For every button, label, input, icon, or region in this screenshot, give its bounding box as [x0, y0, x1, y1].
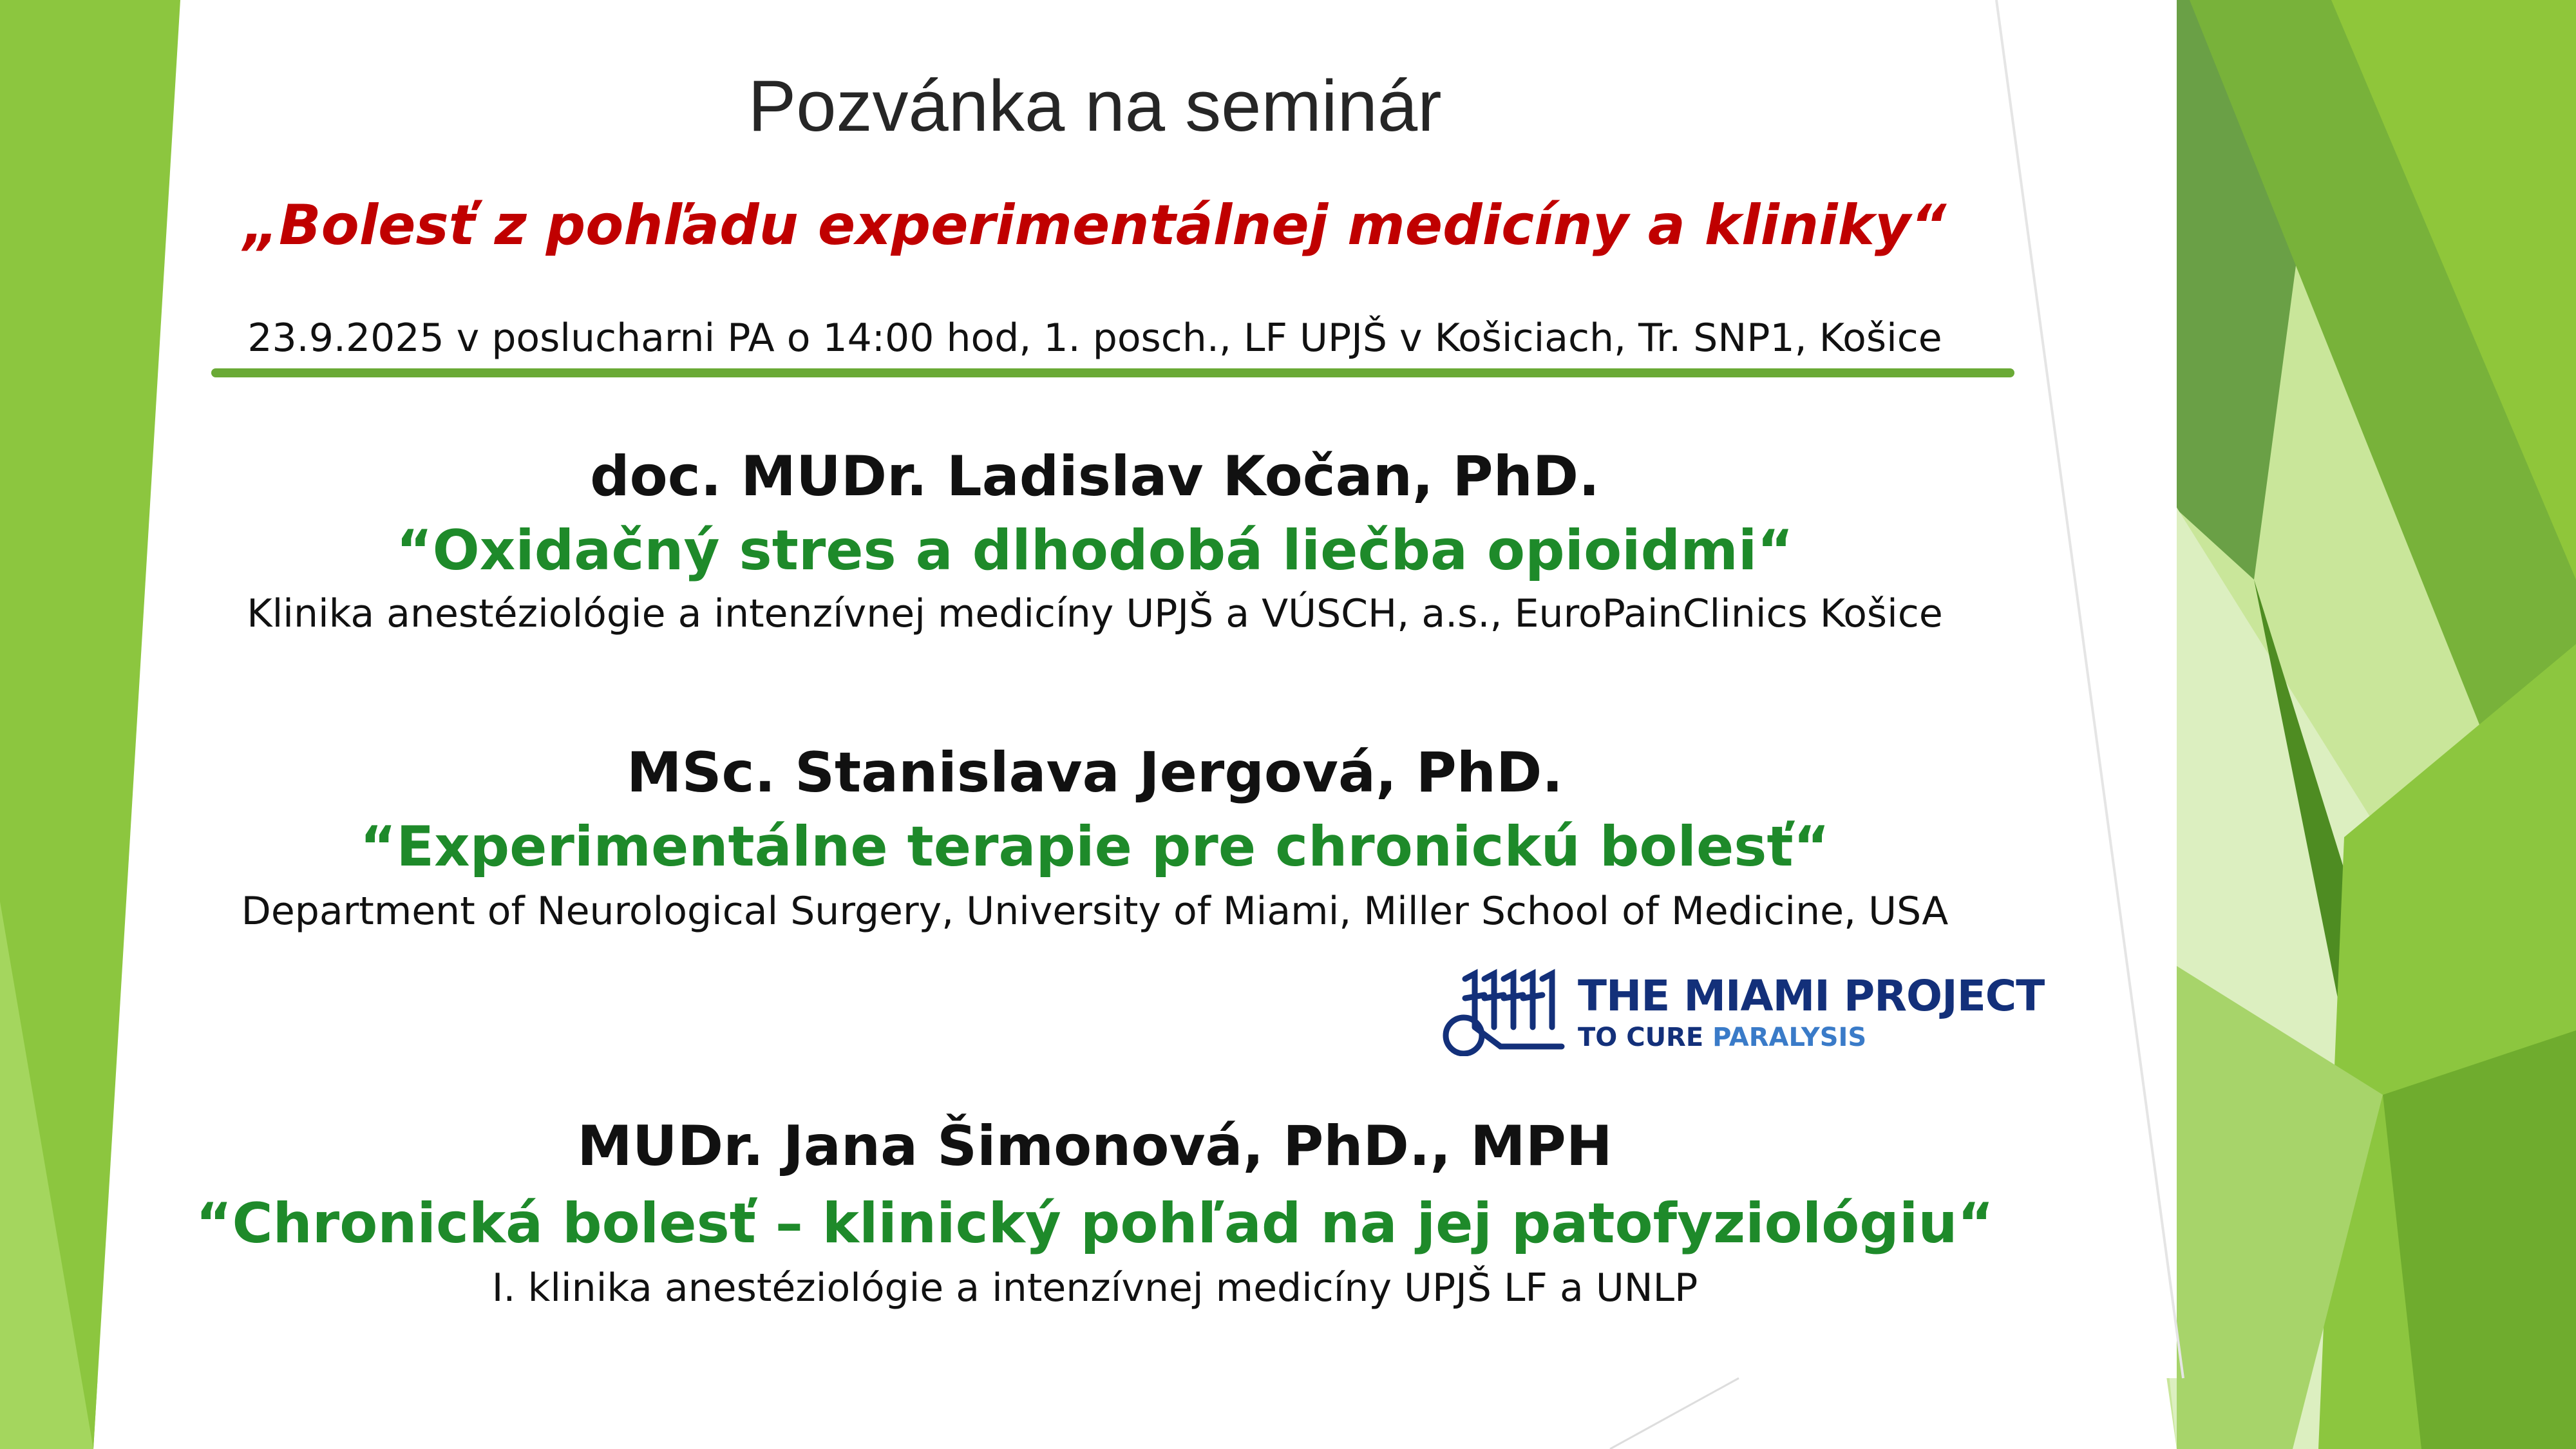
logo-subtitle-suffix: PARALYSIS: [1712, 1023, 1867, 1052]
logo-title: THE MIAMI PROJECT: [1578, 971, 2045, 1021]
wheelchair-icon: [1439, 966, 1568, 1056]
speaker-2-talk-title: “Experimentálne terapie pre chronickú bolesť“: [359, 815, 1830, 879]
logo-subtitle-prefix: TO CURE: [1578, 1023, 1704, 1052]
seminar-title: „Bolesť z pohľadu experimentálnej medicíny a kliniky“: [243, 193, 1947, 258]
speaker-1-talk-title: “Oxidačný stres a dlhodobá liečba opioidmi“: [396, 518, 1794, 583]
speaker-3-name: MUDr. Jana Šimonová, PhD., MPH: [577, 1114, 1613, 1179]
speaker-3-talk-title: “Chronická bolesť – klinický pohľad na jej patofyziológiu“: [195, 1191, 1994, 1256]
speaker-2-name: MSc. Stanislava Jergová, PhD.: [626, 741, 1564, 805]
speaker-1-affiliation: Klinika anestéziológie a intenzívnej medicíny UPJŠ a VÚSCH, a.s., EuroPainClinics Košice: [247, 591, 1943, 636]
speaker-1-name: doc. MUDr. Ladislav Kočan, PhD.: [590, 444, 1600, 509]
speaker-3-affiliation: I. klinika anestéziológie a intenzívnej medicíny UPJŠ LF a UNLP: [491, 1265, 1698, 1311]
miami-project-logo: [1439, 966, 2045, 1056]
divider-line: [211, 368, 2014, 377]
logo-subtitle: [1578, 1023, 1866, 1052]
speaker-2-affiliation: Department of Neurological Surgery, University of Miami, Miller School of Medicine, USA: [241, 889, 1949, 934]
invitation-heading: Pozvánka na seminár: [748, 66, 1442, 146]
event-details: 23.9.2025 v poslucharni PA o 14:00 hod, 1. posch., LF UPJŠ v Košiciach, Tr. SNP1, Košice: [247, 316, 1942, 361]
